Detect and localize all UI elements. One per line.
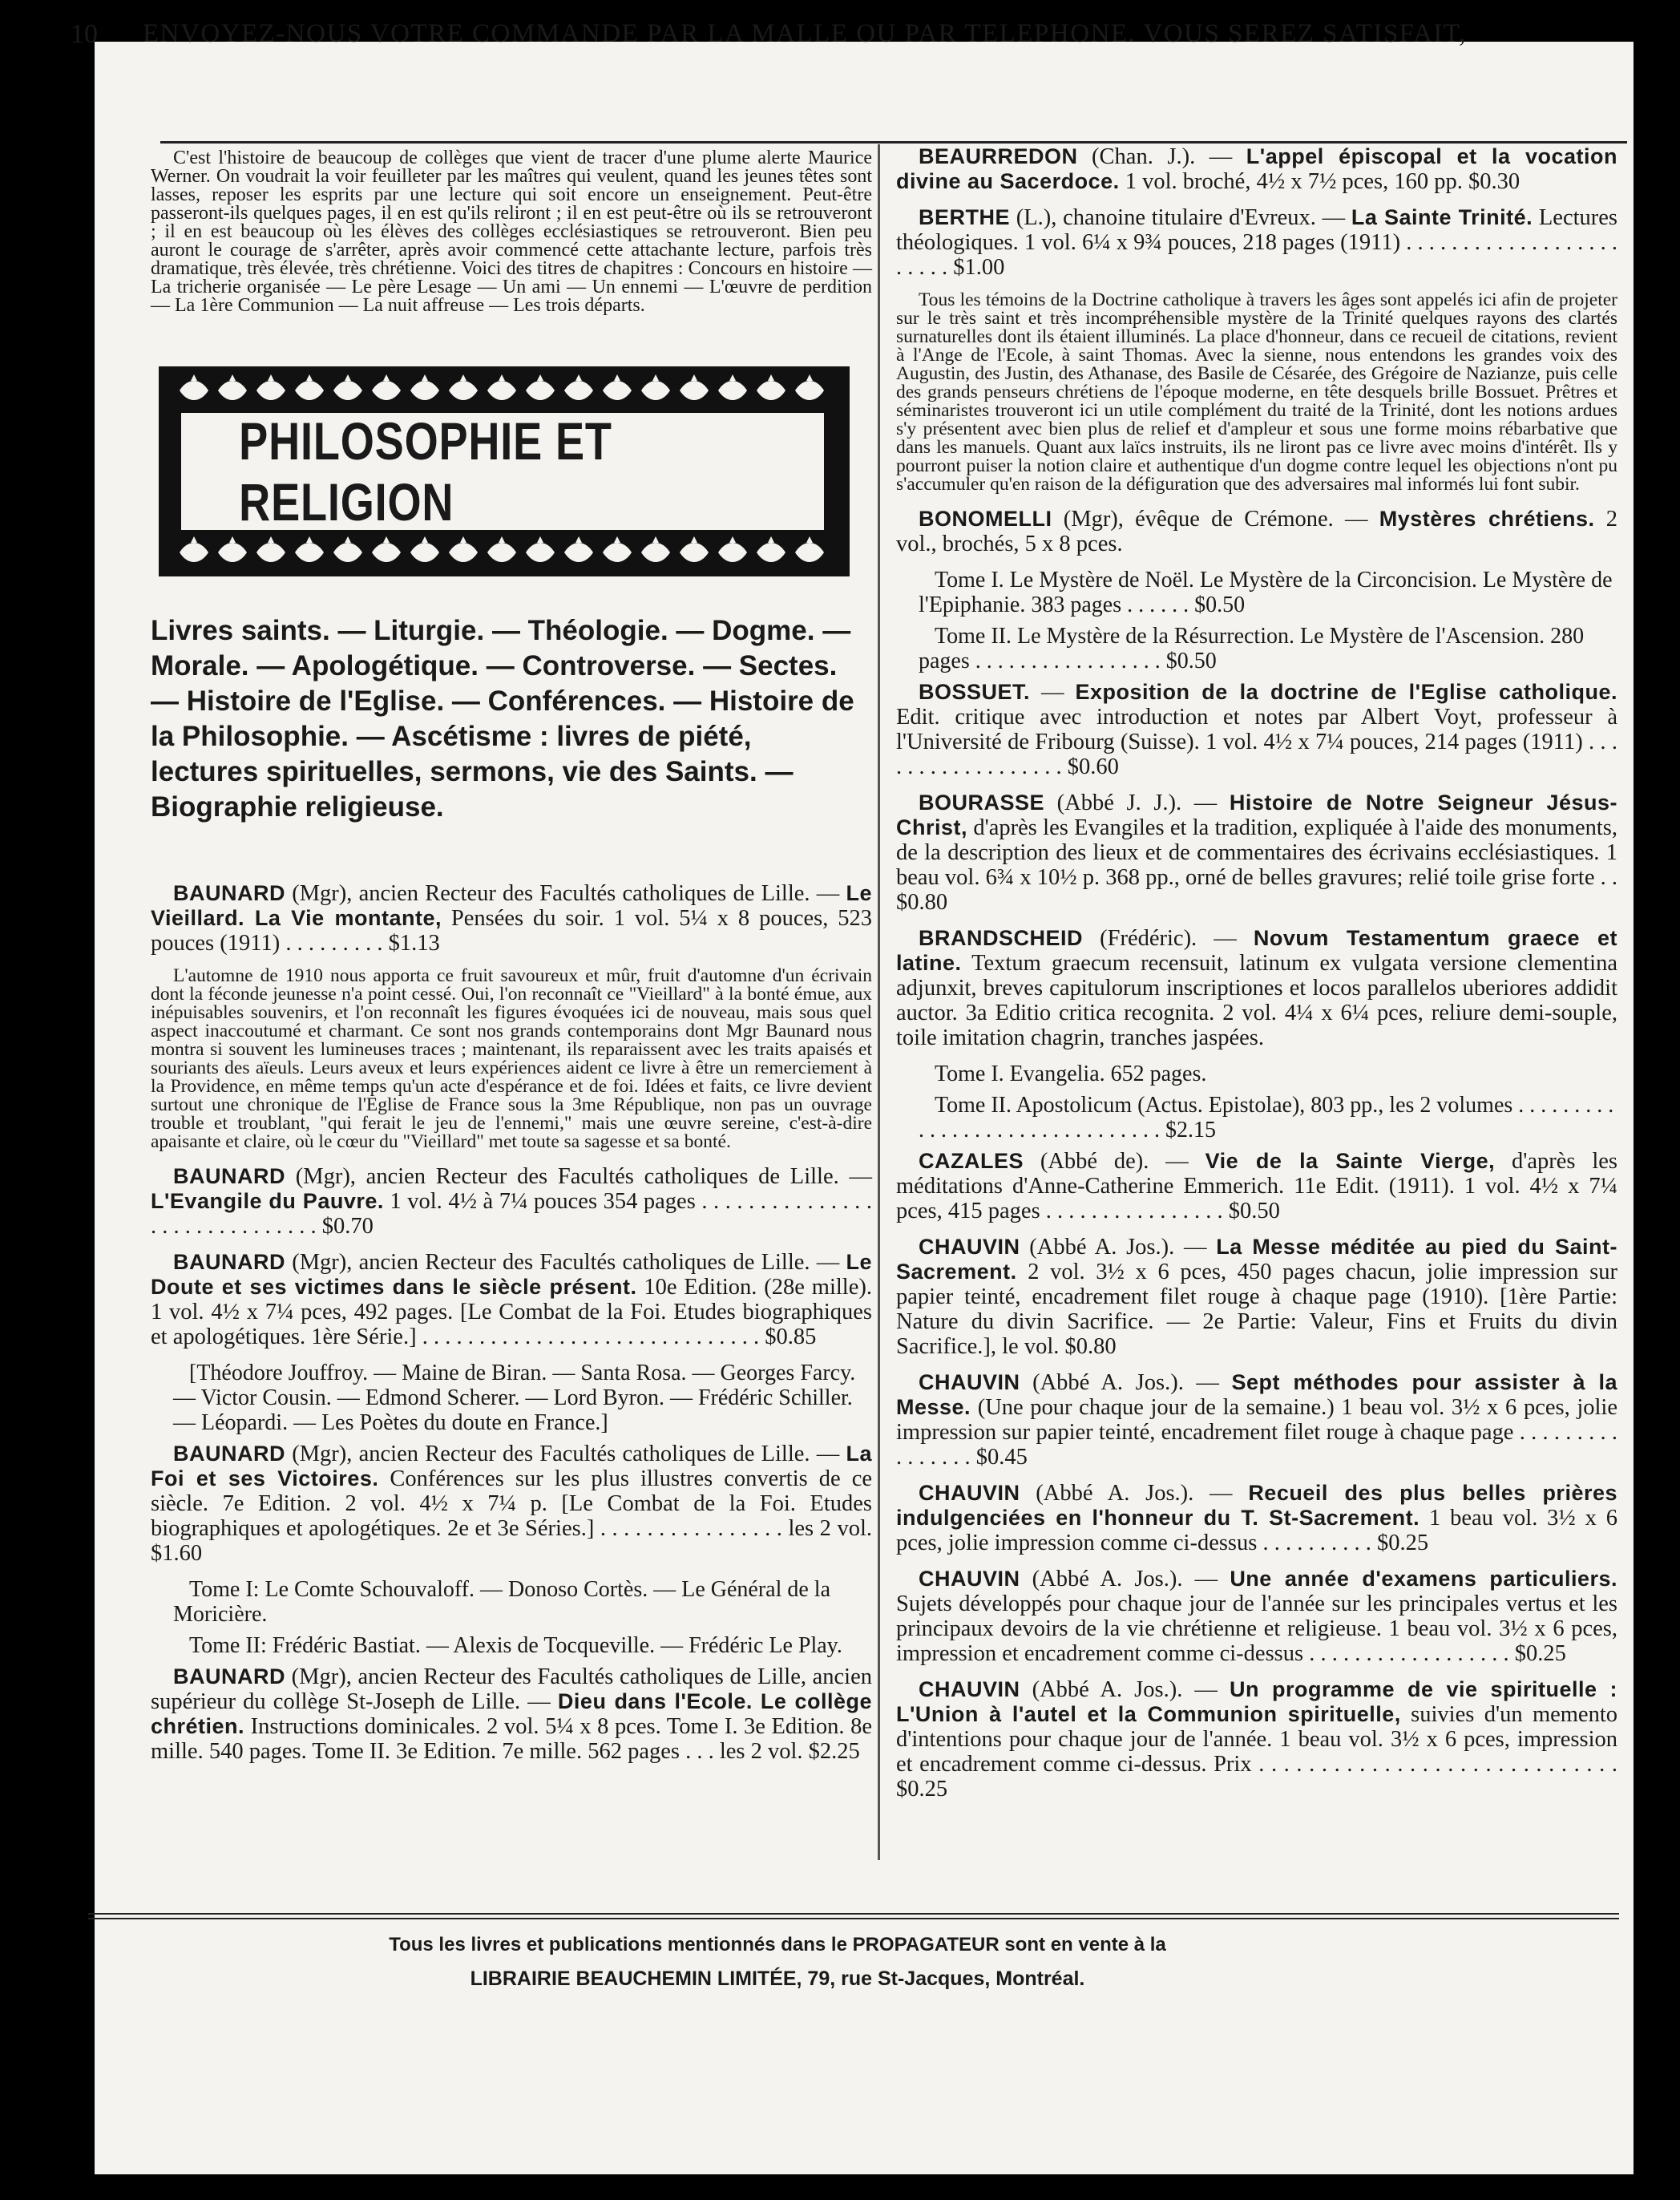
entry-title: L'Evangile du Pauvre. (151, 1189, 384, 1213)
book-entry (151, 1664, 872, 1764)
entry-title: Sept méthodes pour assister à la Messe. (896, 1370, 1617, 1419)
entry-details: Instructions dominicales. 2 vol. 5¼ x 8 pces. Tome I. 3e Edition. 8e mille. 540 pages. Tome II. 3e Edition. 7e mille. 562 pages . . . les 2 vol. $2.25 (151, 1714, 872, 1764)
leaf-ornament-icon (256, 536, 285, 562)
leaf-ornament-icon (680, 536, 709, 562)
leaf-ornament-icon (603, 536, 632, 562)
entry-author: BERTHE (919, 205, 1011, 229)
entry-title: La Sainte Trinité. (1351, 205, 1533, 229)
page-header (71, 19, 1634, 72)
entry-volume: Tome II. Apostolicum (Actus. Epistolae), 803 pp., les 2 volumes . . . . . . . . . . . . . . . . . . . . . . . . . . . . . . . $2.15 (919, 1093, 1614, 1142)
leaf-ornament-icon (757, 536, 785, 562)
book-entry (896, 144, 1617, 194)
leaf-ornament-icon (487, 536, 516, 562)
entry-volume: [Théodore Jouffroy. — Maine de Biran. — Santa Rosa. — Georges Farcy. — Victor Cousin. — Edmond Scherer. — Lord Byron. — Frédéric Schiller. — Léopardi. — Les Poètes du doute en France.] (173, 1361, 856, 1435)
entry-title: Un programme de vie spirituelle : L'Union à l'autel et la Communion spirituelle, (896, 1677, 1617, 1726)
entry-text: (Mgr), ancien Recteur des Facultés catholiques de Lille. — (285, 881, 846, 906)
entry-author: CHAUVIN (919, 1481, 1020, 1505)
section-banner (159, 366, 850, 576)
book-entry (896, 1567, 1617, 1666)
entry-text: (Mgr), évêque de Crémone. — (1052, 507, 1379, 532)
entry-title: Exposition de la doctrine de l'Eglise catholique. (1075, 680, 1617, 704)
entry-text: (Mgr), ancien Recteur des Facultés catholiques de Lille, ancien supérieur du collège St-Joseph de Lille. — (151, 1664, 872, 1714)
book-entry (896, 791, 1617, 915)
left-entry-list (151, 881, 872, 1764)
book-entry (151, 881, 872, 956)
entry-title: Vie de la Sainte Vierge, (1205, 1149, 1496, 1173)
footer-line-1: Tous les livres et publications mentionnés dans le PROPAGATEUR sont en vente à la (389, 1934, 1166, 1955)
entry-text: (Mgr), ancien Recteur des Facultés catholiques de Lille. — (285, 1442, 846, 1466)
leaf-ornament-icon (333, 536, 362, 562)
entry-details: Pensées du soir. 1 vol. 5¼ x 8 pouces, 523 pouces (1911) . . . . . . . . . $1.13 (151, 906, 872, 956)
leaf-border-bottom-icon (175, 535, 830, 570)
leaf-ornament-icon (218, 374, 247, 400)
header-rule (160, 141, 1627, 144)
entry-details: d'après les méditations d'Anne-Catherine Emmerich. 11e Edit. (1911). 1 vol. 4½ x 7¼ pces, 415 pages . . . . . . . . . . . . . . . . $0.50 (896, 1149, 1617, 1223)
leaf-ornament-icon (218, 536, 247, 562)
entry-title: Une année d'examens particuliers. (1230, 1567, 1617, 1591)
leaf-ornament-icon (718, 536, 747, 562)
entry-details: 10e Edition. (28e mille). 1 vol. 4½ x 7¼ pces, 492 pages. [Le Combat de la Foi. Etudes biographiques et apologétiques. 1ère Série.] . . . . . . . . . . . . . . . . . . . . . . . . . . . . . . $0.85 (151, 1275, 872, 1349)
entry-author: BAUNARD (173, 1664, 285, 1688)
entry-author: CHAUVIN (919, 1677, 1020, 1701)
leaf-ornament-icon (333, 374, 362, 400)
entry-details: Lectures théologiques. 1 vol. 6¼ x 9¾ pouces, 218 pages (1911) . . . . . . . . . . . . . . . . . . . . . . . . $1.00 (896, 205, 1617, 280)
page-number: 10 (71, 19, 98, 49)
book-entry (151, 1164, 872, 1239)
leaf-ornament-icon (603, 374, 632, 400)
leaf-ornament-icon (526, 374, 555, 400)
entry-title: La Messe méditée au pied du Saint-Sacrement. (896, 1235, 1617, 1284)
entry-details: 2 vol. 3½ x 6 pces, 450 pages chacun, jolie impression sur papier teinté, encadrement filet rouge à chaque page (1910). [1ère Partie: Nature du divin Sacrifice. — 2e Partie: Valeur, Fins et Fruits du divin Sacrifice.], le vol. $0.80 (896, 1260, 1617, 1359)
entry-details: suivies d'un memento d'intentions pour chaque jour de l'année. 1 beau vol. 3½ x 6 pces, impression et encadrement comme ci-dessus. Prix . . . . . . . . . . . . . . . . . . . . . . . . . . . . . $0.25 (896, 1702, 1617, 1802)
entry-volume: Tome II: Frédéric Bastiat. — Alexis de Tocqueville. — Frédéric Le Play. (189, 1633, 842, 1658)
leaf-ornament-icon (641, 374, 670, 400)
right-column (896, 144, 1617, 1813)
leaf-ornament-icon (180, 536, 208, 562)
entry-author: BAUNARD (173, 1164, 285, 1188)
entry-author: BOURASSE (919, 791, 1045, 815)
entry-details: Textum graecum recensuit, latinum ex vulgata versione clementina adjunxit, breves capitulorum inscriptiones et locos parallelos uberiores addidit auctor. 3a Editio critica recognita. 2 vol. 4¼ x 6¼ pces, reliure demi-souple, toile imitation chagrin, tranches jaspées. (896, 951, 1617, 1050)
leaf-ornament-icon (718, 374, 747, 400)
entry-author: CHAUVIN (919, 1567, 1020, 1591)
leaf-ornament-icon (295, 374, 324, 400)
entry-text: (Abbé A. Jos.). — (1020, 1567, 1230, 1591)
entry-text: (Mgr), ancien Recteur des Facultés catholiques de Lille. — (285, 1164, 872, 1189)
book-entry (896, 926, 1617, 1050)
leaf-ornament-icon (449, 374, 478, 400)
entry-text: (Abbé J. J.). — (1044, 791, 1230, 815)
left-column (151, 149, 872, 1775)
leaf-ornament-icon (295, 536, 324, 562)
book-entry (896, 1370, 1617, 1470)
entry-text: (Chan. J.). — (1077, 144, 1246, 169)
header-text: ENVOYEZ-NOUS VOTRE COMMANDE PAR LA MALLE OU PAR TELEPHONE. VOUS SEREZ SATISFAIT, (143, 19, 1467, 48)
entry-text: (Abbé A. Jos.). — (1020, 1481, 1249, 1506)
leaf-ornament-icon (372, 374, 401, 400)
book-entry (896, 1481, 1617, 1555)
leaf-ornament-icon (526, 536, 555, 562)
leaf-ornament-icon (564, 374, 593, 400)
entry-author: BAUNARD (173, 1250, 285, 1274)
book-entry (151, 1442, 872, 1566)
book-entry (896, 507, 1617, 556)
entry-details: 1 vol. 4½ à 7¼ pouces 354 pages . . . . . . . . . . . . . . . . . . . . . . . . . . . . . . $0.70 (151, 1189, 872, 1239)
leaf-ornament-icon (372, 536, 401, 562)
entry-description: Tous les témoins de la Doctrine catholique à travers les âges sont appelés ici afin de projeter sur le très saint et très incompréhensible mystère de la Trinité quelques rayons des clartés surnaturelles dont ils étaient illuminés. La place d'honneur, dans ce recueil de citations, revient à l'Ange de l'Ecole, à saint Thomas. Avec la sienne, nous entendons les grandes voix des Augustin, des Justin, des Athanase, des Basile de Césarée, des Grégoire de Nazianze, puis celle des grands penseurs chrétiens de l'époque moderne, en tête desquels brille Bossuet. Prêtres et séminaristes trouveront ici un utile complément du traité de la Trinité, dont les notions ardues s'y présentent avec bien plus de relief et d'ampleur et sous une forme moins rébarbative que dans les manuels. Quant aux laïcs instruits, ils ne liront pas ce livre avec moins d'intérêt. Ils y pourront puiser la notion claire et authentique d'un dogme contre lequel les objections n'ont pu s'accumuler qu'en raison de la défiguration que des adversaires mal informés lui font subir. (896, 289, 1617, 495)
entry-volume: Tome I. Le Mystère de Noël. Le Mystère de la Circoncision. Le Mystère de l'Epiphanie. 383 pages . . . . . . $0.50 (919, 568, 1613, 617)
entry-text: — (1030, 680, 1076, 705)
footer-rule (88, 1913, 1619, 1915)
entry-author: CHAUVIN (919, 1370, 1020, 1394)
entry-text: (Abbé A. Jos.). — (1020, 1235, 1217, 1260)
leaf-ornament-icon (410, 536, 439, 562)
leaf-ornament-icon (641, 536, 670, 562)
entry-author: CAZALES (919, 1149, 1024, 1173)
entry-title: Novum Testamentum graece et latine. (896, 926, 1618, 975)
book-entry (896, 680, 1617, 779)
banner-frame (181, 413, 824, 530)
entry-details: Edit. critique avec introduction et notes par Albert Voyt, professeur à l'Université de Fribourg (Suisse). 1 vol. 4½ x 7¼ pouces, 214 pages (1911) . . . . . . . . . . . . . . . . . . $0.60 (896, 705, 1617, 779)
book-entry (896, 1677, 1617, 1802)
footer-rule-2 (88, 1918, 1619, 1919)
entry-author: BRANDSCHEID (919, 926, 1084, 950)
entry-text: (Abbé A. Jos.). — (1020, 1677, 1230, 1702)
entry-author: BAUNARD (173, 1442, 285, 1466)
entry-text: (Abbé A. Jos.). — (1020, 1370, 1232, 1395)
intro-paragraph: C'est l'histoire de beaucoup de collèges que vient de tracer d'une plume alerte Maurice Werner. On voudrait la voir feuilleter par les maîtres qui veulent, quand les jeunes têtes sont lasses, reposer les esprits par une lecture qui soit encore un enseignement. Peut-être passeront-ils quelques pages, il en est qu'ils reliront ; il en est peut-être où ils se retrouveront ; il en est beaucoup où les élèves des collèges ecclésiastiques se retrouveront. Bien peu auront le courage de s'arrêter, après avoir commencé cette attachante lecture, parfois très dramatique, très élevée, très chrétienne. Voici des titres de chapitres : Concours en histoire — La tricherie organisée — Le père Lesage — Un ami — Un ennemi — L'œuvre de perdition — La 1ère Communion — La nuit affreuse — Les trois départs. (151, 148, 872, 316)
entry-details: 2 vol., brochés, 5 x 8 pces. (896, 507, 1617, 556)
entry-title: La Foi et ses Victoires. (151, 1442, 872, 1490)
leaf-ornament-icon (449, 536, 478, 562)
leaf-ornament-icon (180, 374, 208, 400)
entry-title: L'appel épiscopal et la vocation divine au Sacerdoce. (896, 144, 1617, 193)
entry-title: Le Doute et ses victimes dans le siècle présent. (151, 1250, 872, 1299)
entry-text: (L.), chanoine titulaire d'Evreux. — (1010, 205, 1351, 230)
leaf-ornament-icon (410, 374, 439, 400)
entry-text: (Frédéric). — (1083, 926, 1254, 951)
book-entry (896, 1235, 1617, 1359)
entry-text: (Mgr), ancien Recteur des Facultés catholiques de Lille. — (285, 1250, 846, 1275)
footer-line-2: LIBRAIRIE BEAUCHEMIN LIMITÉE, 79, rue St-Jacques, Montréal. (470, 1967, 1085, 1990)
category-list: Livres saints. — Liturgie. — Théologie. — Dogme. — Morale. — Apologétique. — Controverse. — Sectes. — Histoire de l'Eglise. — Conférences. — Histoire de la Philosophie. — Ascétisme : livres de piété, lectures spirituelles, sermons, vie des Saints. — Biographie religieuse. (151, 615, 854, 823)
entry-text: (Abbé de). — (1024, 1149, 1205, 1174)
book-entry (151, 1250, 872, 1349)
leaf-ornament-icon (795, 536, 824, 562)
entry-title: Le Vieillard. La Vie montante, (151, 881, 872, 930)
entry-details: d'après les Evangiles et la tradition, expliquée à l'aide des monuments, de la description des lieux et de commentaires des écrivains ecclésiastiques. 1 beau vol. 6¾ x 10½ p. 368 pp., orné de belles gravures; relié toile grise forte . . $0.80 (896, 815, 1617, 915)
entry-title: Histoire de Notre Seigneur Jésus-Christ, (896, 791, 1618, 839)
column-divider (878, 144, 880, 1860)
leaf-ornament-icon (795, 374, 824, 400)
entry-description: L'automne de 1910 nous apporta ce fruit savoureux et mûr, fruit d'automne d'un écrivain dont la féconde jeunesse n'a point cessé. Oui, l'on reconnaît ce "Vieillard" à la bonté émue, aux inépuisables souvenirs, et l'on reconnaît les figures évoquées ici de nouveau, mais sous quel aspect inaccoutumé et charmant. Ce sont nos grands contemporains dont Mgr Baunard nous montra si souvent les lumineuses traces ; maintenant, ils reparaissent avec les traits apaisés et souriants des aïeuls. Leurs aveux et leurs expériences aident ce livre à être un remerciement à la Providence, en même temps qu'un acte d'espérance et de foi. Idées et faits, ce livre devient surtout une chronique de l'Eglise de France sous la 3me République, non pas un ouvrage trouble et troublant, "qui ferait le jeu de l'ennemi," mais une œuvre sereine, c'est-à-dire apaisante et claire, où le cœur du "Vieillard" met toute sa sagesse et sa bonté. (151, 965, 872, 1152)
entry-title: Mystères chrétiens. (1379, 507, 1595, 531)
entry-author: BEAURREDON (919, 144, 1078, 168)
entry-details: Conférences sur les plus illustres convertis de ce siècle. 7e Edition. 2 vol. 4½ x 7¼ p. [Le Combat de la Foi. Etudes biographiques et apologétiques. 2e et 3e Séries.] . . . . . . . . . . . . . . . . les 2 vol. $1.60 (151, 1466, 872, 1566)
entry-details: 1 vol. broché, 4½ x 7½ pces, 160 pp. $0.30 (1119, 169, 1520, 194)
entry-details: Sujets développés pour chaque jour de l'année sur les principales vertus et les principaux devoirs de la vie chrétienne et religieuse. 1 beau vol. 3½ x 6 pces, impression et encadrement comme ci-dessus . . . . . . . . . . . . . . . . . . $0.25 (896, 1591, 1617, 1666)
entry-title: Dieu dans l'Ecole. Le collège chrétien. (151, 1689, 872, 1738)
page-footer (96, 1934, 1619, 1991)
leaf-ornament-icon (680, 374, 709, 400)
entry-author: BONOMELLI (919, 507, 1052, 531)
section-title: PHILOSOPHIE ET RELIGION (239, 411, 612, 532)
leaf-ornament-icon (487, 374, 516, 400)
book-entry (896, 1149, 1617, 1223)
right-entry-list (896, 144, 1617, 1802)
leaf-ornament-icon (757, 374, 785, 400)
entry-author: CHAUVIN (919, 1235, 1020, 1259)
entry-volume: Tome I. Evangelia. 652 pages. (935, 1062, 1207, 1086)
entry-volume: Tome II. Le Mystère de la Résurrection. Le Mystère de l'Ascension. 280 pages . . . . . . . . . . . . . . . . . $0.50 (919, 624, 1585, 673)
entry-details: 1 beau vol. 3½ x 6 pces, jolie impression comme ci-dessus . . . . . . . . . . $0.25 (896, 1506, 1618, 1555)
leaf-border-top-icon (175, 373, 830, 408)
entry-details: (Une pour chaque jour de la semaine.) 1 beau vol. 3½ x 6 pces, jolie impression sur papier teinté, encadrement filet rouge à chaque page . . . . . . . . . . . . . . . . $0.45 (896, 1395, 1617, 1470)
entry-author: BAUNARD (173, 881, 285, 905)
leaf-ornament-icon (256, 374, 285, 400)
entry-title: Recueil des plus belles prières indulgenciées en l'honneur du T. St-Sacrement. (896, 1481, 1617, 1530)
entry-volume: Tome I: Le Comte Schouvaloff. — Donoso Cortès. — Le Général de la Moricière. (173, 1577, 830, 1627)
entry-author: BOSSUET. (919, 680, 1031, 704)
leaf-ornament-icon (564, 536, 593, 562)
book-entry (896, 205, 1617, 280)
